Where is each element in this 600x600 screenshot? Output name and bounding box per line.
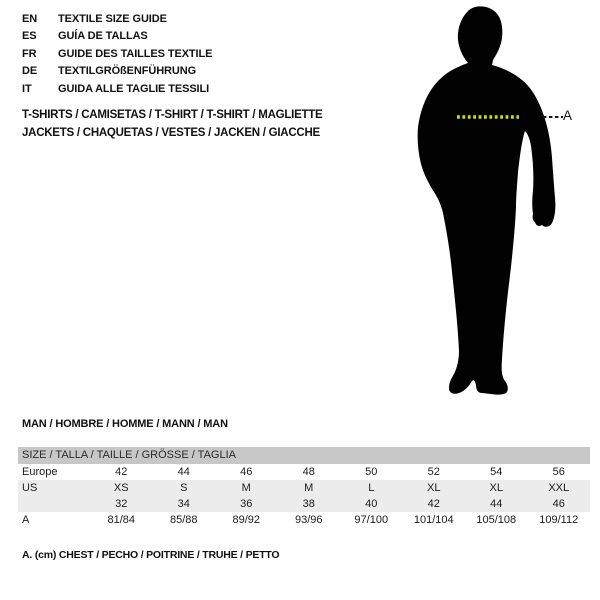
size-cell: XL bbox=[427, 482, 441, 494]
size-cell: 38 bbox=[302, 498, 315, 510]
table-row-uk bbox=[18, 496, 590, 512]
language-code: ES bbox=[22, 30, 37, 43]
table-row-chest-a bbox=[18, 512, 590, 528]
section-title: MAN / HOMBRE / HOMME / MANN / MAN bbox=[22, 418, 228, 430]
size-cell: 32 bbox=[115, 498, 128, 510]
language-code: FR bbox=[22, 47, 37, 60]
size-cell: 101/104 bbox=[413, 514, 454, 526]
size-cell: 46 bbox=[240, 466, 253, 478]
size-cell: 48 bbox=[302, 466, 315, 478]
language-code: IT bbox=[22, 82, 32, 95]
size-cell: S bbox=[180, 482, 188, 494]
language-row-fr bbox=[22, 46, 212, 63]
size-cell: 89/92 bbox=[232, 514, 261, 526]
size-cell: 81/84 bbox=[107, 514, 136, 526]
language-title: GUÍA DE TALLAS bbox=[58, 30, 148, 43]
language-guide bbox=[22, 11, 212, 98]
language-title: GUIDA ALLE TAGLIE TESSILI bbox=[58, 82, 210, 95]
size-cell: 85/88 bbox=[169, 514, 198, 526]
size-cell: 42 bbox=[115, 466, 128, 478]
size-cell: XXL bbox=[548, 482, 570, 494]
size-cell: 44 bbox=[490, 498, 503, 510]
size-cell: 56 bbox=[552, 466, 565, 478]
language-row-es bbox=[22, 28, 212, 45]
size-cell: 97/100 bbox=[354, 514, 389, 526]
row-label: US bbox=[22, 482, 38, 494]
table-row-us bbox=[18, 480, 590, 496]
product-line-tshirts: T-SHIRTS / CAMISETAS / T-SHIRT / T-SHIRT / MAGLIETTE bbox=[22, 109, 323, 121]
size-cell: 52 bbox=[427, 466, 440, 478]
size-cell: M bbox=[304, 482, 314, 494]
man-silhouette-figure bbox=[405, 0, 580, 410]
size-cell: 40 bbox=[365, 498, 378, 510]
size-cell: 36 bbox=[240, 498, 253, 510]
measurement-footnote: A. (cm) CHEST / PECHO / POITRINE / TRUHE / PETTO bbox=[22, 549, 280, 561]
size-cell: 54 bbox=[490, 466, 503, 478]
man-silhouette bbox=[418, 6, 556, 394]
language-row-it bbox=[22, 81, 212, 98]
size-cell: 42 bbox=[427, 498, 440, 510]
size-cell: 44 bbox=[177, 466, 190, 478]
size-cell: 46 bbox=[552, 498, 565, 510]
size-cell: XL bbox=[489, 482, 503, 494]
size-cell: M bbox=[241, 482, 251, 494]
size-table-header: SIZE / TALLA / TAILLE / GRÖSSE / TAGLIA bbox=[18, 447, 590, 464]
row-label: A bbox=[22, 514, 30, 526]
table-row-europe bbox=[18, 464, 590, 480]
language-title: TEXTILGRÖßENFÜHRUNG bbox=[58, 65, 197, 78]
row-label: Europe bbox=[22, 466, 58, 478]
size-cell: 93/96 bbox=[294, 514, 323, 526]
size-cell: 34 bbox=[177, 498, 190, 510]
size-table bbox=[18, 447, 590, 528]
product-type-titles bbox=[22, 106, 322, 142]
language-code: EN bbox=[22, 13, 38, 25]
product-line-jackets: JACKETS / CHAQUETAS / VESTES / JACKEN / GIACCHE bbox=[22, 127, 320, 139]
size-cell: XS bbox=[113, 482, 129, 494]
size-cell: 109/112 bbox=[539, 514, 579, 526]
language-code: DE bbox=[22, 65, 38, 78]
language-title: GUIDE DES TAILLES TEXTILE bbox=[58, 47, 213, 60]
language-title: TEXTILE SIZE GUIDE bbox=[58, 13, 167, 25]
language-row-en bbox=[22, 11, 212, 28]
measure-label-a: A bbox=[563, 108, 573, 123]
size-cell: 50 bbox=[365, 466, 378, 478]
size-cell: L bbox=[368, 482, 375, 494]
size-cell: 105/108 bbox=[476, 514, 517, 526]
language-row-de bbox=[22, 63, 212, 80]
